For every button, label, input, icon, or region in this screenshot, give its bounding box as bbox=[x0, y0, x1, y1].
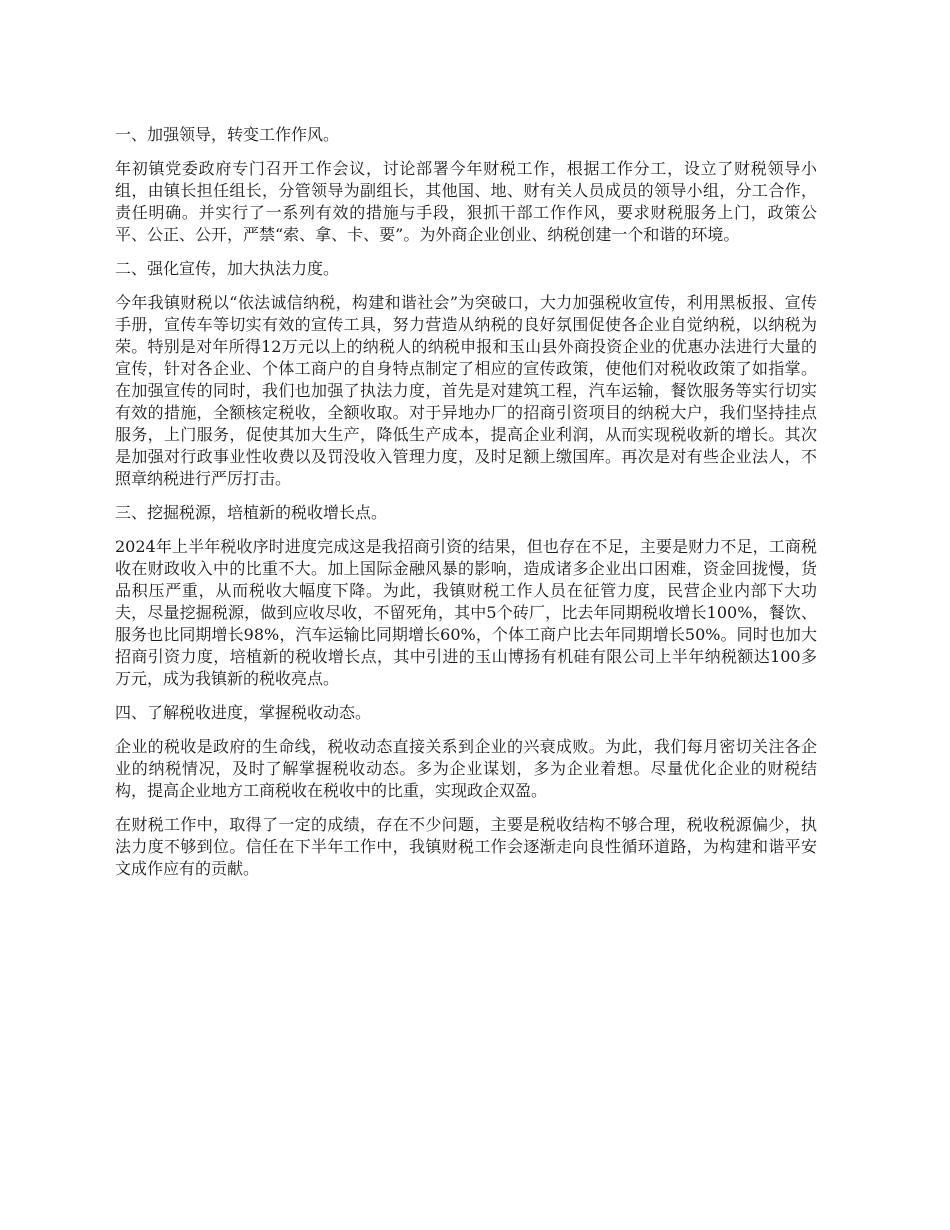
section-4-heading: 四、了解税收进度，掌握税收动态。 bbox=[115, 703, 372, 722]
section-1-heading: 一、加强领导，转变工作作风。 bbox=[115, 125, 340, 144]
section-2-body: 今年我镇财税以“依法诚信纳税，构建和谐社会”为突破口，大力加强税收宣传，利用黑板报、宣传手册，宣传车等切实有效的宣传工具，努力营造从纳税的良好氛围促使各企业自觉纳税，以纳税为荣。特别是对年所得12万元以上的纳税人的纳税申报和玉山县外商投资企业的优惠办法进行大量的宣传，针对各企业、个体工商户的自身特点制定了相应的宣传政策，使他们对税收政策了如指掌。在加强宣传的同时，我们也加强了执法力度，首先是对建筑工程，汽车运输，餐饮服务等实行切实有效的措施，全额核定税收，全额收取。对于异地办厂的招商引资项目的纳税大户，我们坚持挂点服务，上门服务，促使其加大生产，降低生产成本，提高企业利润，从而实现税收新的增长。其次是加强对行政事业性收费以及罚没收入管理力度，及时足额上缴国库。再次是对有些企业法人，不照章纳税进行严厉打击。 bbox=[115, 293, 817, 488]
section-3-heading: 三、挖掘税源，培植新的税收增长点。 bbox=[115, 503, 388, 522]
closing-paragraph: 在财税工作中，取得了一定的成绩，存在不少问题，主要是税收结构不够合理，税收税源偏少，执法力度不够到位。信任在下半年工作中，我镇财税工作会逐渐走向良性循环道路，为构建和谐平安文成作应有的贡献。 bbox=[115, 815, 817, 878]
section-3-body: 2024年上半年税收序时进度完成这是我招商引资的结果，但也存在不足，主要是财力不足，工商税收在财政收入中的比重不大。加上国际金融风暴的影响，造成诸多企业出口困难，资金回拢慢，货品积压严重，从而税收大幅度下降。为此，我镇财税工作人员在征管力度，民营企业内部下大功夫，尽量挖掘税源，做到应收尽收，不留死角，其中5个砖厂，比去年同期税收增长100%，餐饮、服务也比同期增长98%，汽车运输比同期增长60%，个体工商户比去年同期增长50%。同时也加大招商引资力度，培植新的税收增长点，其中引进的玉山博扬有机硅有限公司上半年纳税额达100多万元，成为我镇新的税收亮点。 bbox=[115, 537, 817, 688]
section-4-body: 企业的税收是政府的生命线，税收动态直接关系到企业的兴衰成败。为此，我们每月密切关注各企业的纳税情况，及时了解掌握税收动态。多为企业谋划，多为企业着想。尽量优化企业的财税结构，提高企业地方工商税收在税收中的比重，实现政企双盈。 bbox=[115, 737, 817, 800]
section-2-heading: 二、强化宣传，加大执法力度。 bbox=[115, 259, 340, 278]
section-1-body: 年初镇党委政府专门召开工作会议，讨论部署今年财税工作，根据工作分工，设立了财税领导小组，由镇长担任组长，分管领导为副组长，其他国、地、财有关人员成员的领导小组，分工合作，责任明确。并实行了一系列有效的措施与手段，狠抓干部工作作风，要求财税服务上门，政策公平、公正、公开，严禁“索、拿、卡、要”。为外商企业创业、纳税创建一个和谐的环境。 bbox=[115, 159, 817, 244]
